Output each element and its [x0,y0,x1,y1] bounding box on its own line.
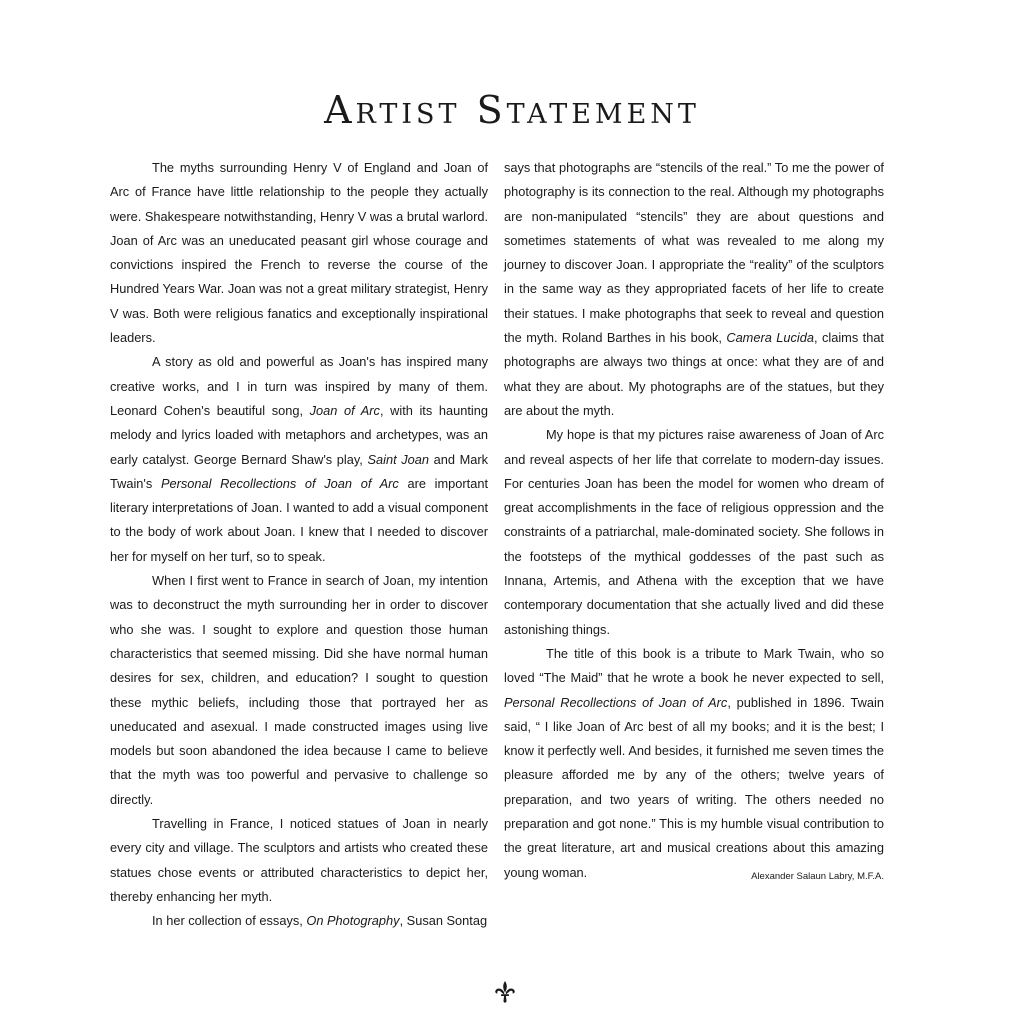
twain-book-title: Personal Recollections of Joan of Arc [504,694,728,710]
paragraph-inspiration: A story as old and powerful as Joan's has inspired many creative works, and I in turn was inspired by many of them. Leonard Cohen's beautiful song, Joan of Arc, with its haunting melody and lyrics loaded with metaphors and archetypes, was an early catalyst. George Bernard Shaw's play, Saint Joan and Mark Twain's Personal Recollections of Joan of Arc are important literary interpretations of Joan. I wanted to add a visual component to the body of work about Joan. I knew that I needed to discover her for myself on her turf, so to speak. [110,354,488,564]
paragraph-stencils: says that photographs are “stencils of the real.” To me the power of photography is its connection to the real. Although my photographs are non-manipulated “stencils” they are about questions and sometimes statements of what was revealed to me along my journey to discover Joan. I appropriate the “reality” of the sculptors in the same way as they appropriated facets of her life to create their statues. I make photographs that seek to reveal and question the myth. Roland Barthes in his book, Camera Lucida, claims that photographs are always two things at once: what they are of and what they are about. My photographs are of the statues, but they are about the myth. [504,160,884,418]
fleur-de-lis-icon [493,980,517,1004]
right-column [504,156,884,889]
page-title: Artist Statement [324,88,700,132]
barthes-book-title: Camera Lucida [726,330,814,346]
book-title: Personal Recollections of Joan of Arc [160,475,399,491]
paragraph-sontag: In her collection of essays, On Photography, Susan Sontag [152,913,488,929]
paragraph-twain: The title of this book is a tribute to Mark Twain, who so loved “The Maid” that he wrote a book he never expected to sell, Personal Recollections of Joan of Arc, published in 1896. Twain said, “ I like Joan of Arc best of all my books; and it is the best; I know it perfectly well. And besides, it furnished me seven times the pleasure afforded me by any of the others; twelve years of preparation, and two years of writing. The others needed no preparation and got none.” This is my humble visual contribution to the great literature, art and musical creations about this amazing young woman. Alexander Salaun Labry, M.F.A. [504,642,884,885]
song-title: Joan of Arc [309,402,380,418]
essay-collection-title: On Photography [306,913,400,929]
paragraph-france: When I first went to France in search of Joan, my intention was to deconstruct the myth surrounding her in order to discover who she was. I sought to explore and question those human characteristics that seemed missing. Did she have normal human desires for sex, children, and education? I sought to question these mythic beliefs, including those that portrayed her as uneducated and asexual. I made constructed images using live models but soon abandoned the idea because I came to believe that the myth was too powerful and pervasive to challenge so directly. [110,573,488,807]
left-column [110,156,488,934]
paragraph-myths: The myths surrounding Henry V of England and Joan of Arc of France have little relationship to the people they actually were. Shakespeare notwithstanding, Henry V was a brutal warlord. Joan of Arc was an uneducated peasant girl whose courage and convictions inspired the French to reverse the course of the Hundred Years War. Joan was not a great military strategist, Henry V was. Both were religious fanatics and exceptionally inspirational leaders. [110,160,488,346]
signature: Alexander Salaun Labry, M.F.A. [751,870,884,882]
play-title: Saint Joan [367,451,429,467]
paragraph-statues: Travelling in France, I noticed statues of Joan in nearly every city and village. The sculptors and artists who created these statues chose events or attributed characteristics to depict her, thereby enhancing her myth. [110,816,488,904]
paragraph-hope: My hope is that my pictures raise awareness of Joan of Arc and reveal aspects of her life that correlate to modern-day issues. For centuries Joan has been the model for women who dream of great accomplishments in the face of religious oppression and the constraints of a patriarchal, male-dominated society. She follows in the footsteps of the mythical goddesses of the past such as Innana, Artemis, and Athena with the exception that we have contemporary documentation that she actually lived and did these astonishing things. [504,427,884,637]
